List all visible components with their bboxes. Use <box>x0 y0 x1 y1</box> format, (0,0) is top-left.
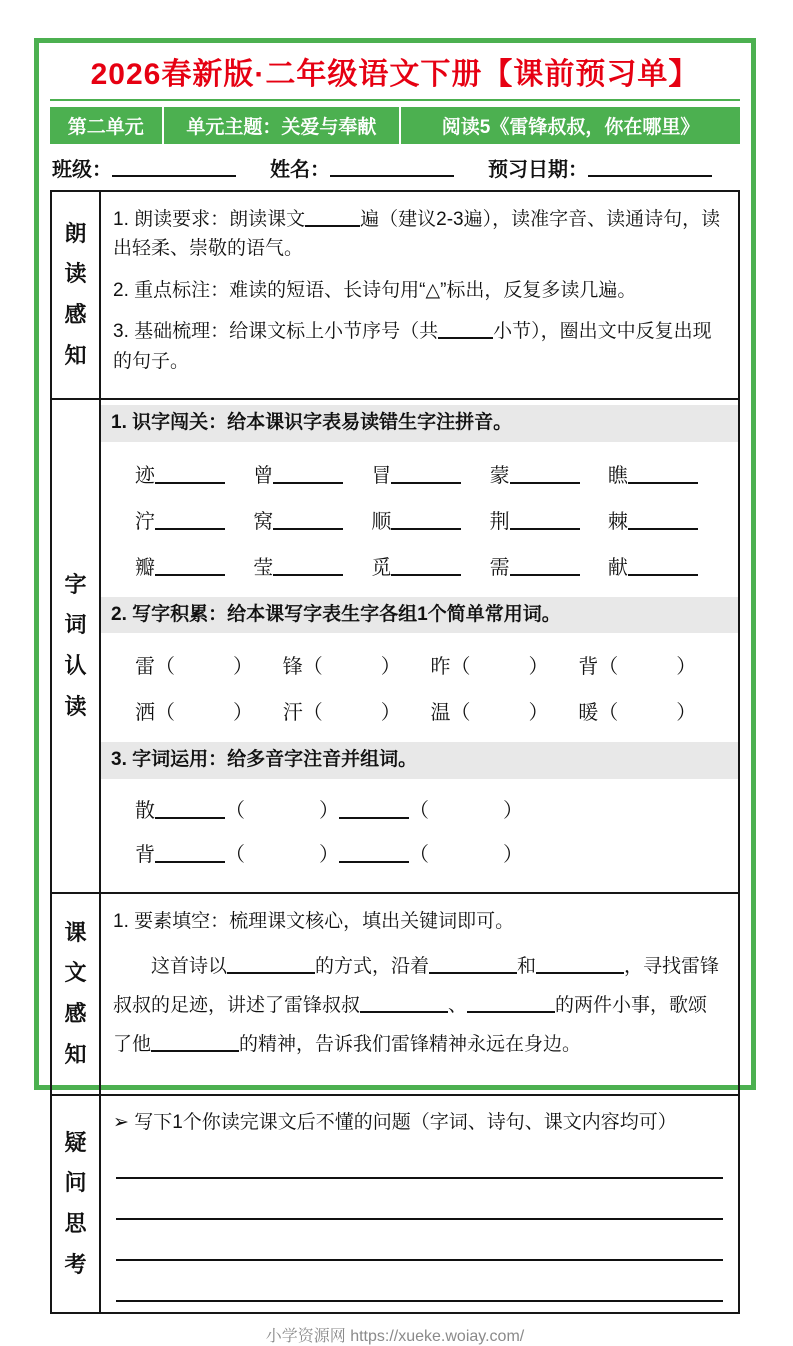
footer-watermark: 小学资源网 https://xueke.woiay.com/ <box>265 1327 525 1345</box>
character: 锋 <box>282 656 303 679</box>
character: 汗 <box>282 702 303 725</box>
fill-blank <box>429 955 517 974</box>
character: 需 <box>489 556 510 579</box>
section-text <box>52 892 738 1094</box>
paren-open: （ <box>225 843 245 866</box>
pinyin-row <box>113 551 726 580</box>
answer-line <box>116 1220 723 1261</box>
pinyin-cell <box>371 505 489 534</box>
section-words-header <box>52 400 101 892</box>
fill-blank <box>628 465 698 484</box>
pinyin-cell <box>608 551 726 580</box>
text-segment: 和 <box>517 956 537 978</box>
unit-label: 第二单元 <box>67 117 144 138</box>
question-prompt: ➢ 写下1个你读完课文后不懂的问题（字词、诗句、课文内容均可） <box>113 1112 677 1134</box>
fill-blank <box>273 557 343 576</box>
character: 雷 <box>135 656 155 679</box>
character: 泞 <box>135 510 155 533</box>
pinyin-cell <box>253 505 371 534</box>
paren-open: （ <box>409 843 429 866</box>
text-segment: 1. 朗读要求：朗读课文 <box>113 209 306 230</box>
fill-blank <box>536 955 624 974</box>
fill-blank <box>155 465 225 484</box>
character: 瞧 <box>607 464 628 487</box>
words-task-2-heading: 2. 写字积累：给本课写字表生字各组1个简单常用词。 <box>101 597 738 634</box>
answer-line <box>116 1179 723 1220</box>
title-divider <box>50 99 740 101</box>
class-fill-blank <box>112 158 236 177</box>
fill-blank <box>391 557 461 576</box>
date-label: 预习日期： <box>488 159 588 181</box>
character: 暖 <box>578 702 599 725</box>
paren-close: ） <box>676 702 697 725</box>
character: 散 <box>135 799 155 822</box>
word-build-cell <box>431 696 579 725</box>
pinyin-cell <box>490 505 608 534</box>
character: 荆 <box>489 510 510 533</box>
class-label: 班级： <box>52 159 112 181</box>
character: 瓣 <box>135 556 155 579</box>
lesson-title-label: 阅读5《雷锋叔叔，你在哪里》 <box>441 117 700 138</box>
paren-close: ） <box>676 656 697 679</box>
fill-blank <box>227 955 315 974</box>
pinyin-cell <box>371 459 489 488</box>
pinyin-cell <box>253 551 371 580</box>
pinyin-row <box>113 459 726 488</box>
fill-blank <box>155 557 225 576</box>
pinyin-cell <box>135 505 253 534</box>
character: 顺 <box>371 510 392 533</box>
fill-blank <box>510 465 580 484</box>
fill-blank <box>628 557 698 576</box>
character: 曾 <box>253 464 274 487</box>
pinyin-cell <box>608 459 726 488</box>
word-build-cell <box>578 696 726 725</box>
pinyin-cell <box>490 551 608 580</box>
paren-open: （ <box>155 702 175 725</box>
paren-open: （ <box>225 799 245 822</box>
reading-item-1 <box>113 205 726 264</box>
section-reading <box>52 192 738 398</box>
reading-item-3 <box>113 317 726 376</box>
name-fill-blank <box>330 158 454 177</box>
section-label: 课文感知 <box>64 919 87 1067</box>
fill-blank <box>339 800 409 819</box>
fill-blank <box>151 1033 239 1052</box>
paren-open: （ <box>450 702 471 725</box>
fill-blank <box>155 511 225 530</box>
answer-line <box>116 1261 723 1302</box>
section-label: 字词认读 <box>64 571 87 719</box>
section-words <box>52 398 738 892</box>
fill-blank <box>273 511 343 530</box>
paren-close: ） <box>528 656 549 679</box>
fill-blank <box>305 208 360 227</box>
character: 蒙 <box>489 464 510 487</box>
text-task-heading: 1. 要素填空：梳理课文核心，填出关键词即可。 <box>113 910 515 932</box>
fill-blank <box>391 465 461 484</box>
fill-blank <box>339 844 409 863</box>
word-build-cell <box>135 696 283 725</box>
polyphone-row <box>113 838 726 867</box>
section-reading-header <box>52 192 101 398</box>
answer-line <box>116 1138 723 1179</box>
text-segment: 遍（建议2-3遍），读准字音、读通诗句，读出轻柔、崇敬的语气。 <box>113 209 721 260</box>
character: 冒 <box>371 464 392 487</box>
student-info-row <box>52 153 738 182</box>
paren-open: （ <box>450 656 471 679</box>
character: 背 <box>578 656 599 679</box>
text-segment: 的两件小事，歌颂了他 <box>113 995 708 1056</box>
paren-close: ） <box>503 843 523 866</box>
word-build-cell <box>431 650 579 679</box>
date-fill-blank <box>588 158 712 177</box>
text-segment: 小节），圈出文中反复出现的句子。 <box>113 321 712 372</box>
character: 迹 <box>135 464 155 487</box>
character: 献 <box>607 556 628 579</box>
text-segment: 的精神，告诉我们雷锋精神永远在身边。 <box>239 1034 582 1056</box>
paren-close: ） <box>528 702 549 725</box>
character: 洒 <box>135 702 155 725</box>
text-segment: 、 <box>448 995 468 1017</box>
character: 觅 <box>371 556 392 579</box>
section-question <box>52 1094 738 1312</box>
section-label: 朗读感知 <box>64 220 87 368</box>
word-build-row <box>113 650 726 679</box>
fill-blank <box>467 994 555 1013</box>
fill-blank <box>628 511 698 530</box>
paren-open: （ <box>302 702 323 725</box>
fill-blank <box>273 465 343 484</box>
paren-open: （ <box>598 702 619 725</box>
paren-close: ） <box>233 702 253 725</box>
fill-blank <box>360 994 448 1013</box>
name-label: 姓名： <box>270 159 330 181</box>
pinyin-cell <box>135 551 253 580</box>
text-segment: ，寻找雷锋叔叔的足迹，讲述了雷锋叔叔 <box>113 956 720 1017</box>
section-text-content <box>101 894 738 1094</box>
paren-close: ） <box>380 656 401 679</box>
section-question-content <box>101 1096 738 1312</box>
paren-open: （ <box>155 656 175 679</box>
paren-open: （ <box>302 656 323 679</box>
word-build-cell <box>135 650 283 679</box>
pinyin-cell <box>490 459 608 488</box>
character: 温 <box>430 702 451 725</box>
reading-item-2: 2. 重点标注：难读的短语、长诗句用“△”标出，反复多读几遍。 <box>113 279 637 301</box>
word-build-cell <box>283 650 431 679</box>
unit-banner <box>50 107 740 144</box>
words-task-1-heading: 1. 识字闯关：给本课识字表易读错生字注拼音。 <box>101 405 738 442</box>
pinyin-cell <box>135 459 253 488</box>
text-segment: 3. 基础梳理：给课文标上小节序号（共 <box>113 321 439 343</box>
word-build-cell <box>283 696 431 725</box>
paren-open: （ <box>598 656 619 679</box>
page-title: 2026春新版·二年级语文下册【课前预习单】 <box>90 58 700 91</box>
words-task-3-heading: 3. 字词运用：给多音字注音并组词。 <box>101 742 738 779</box>
pinyin-cell <box>253 459 371 488</box>
paren-close: ） <box>503 799 523 822</box>
fill-blank <box>510 511 580 530</box>
character: 莹 <box>253 556 274 579</box>
section-question-header <box>52 1096 101 1312</box>
pinyin-cell <box>608 505 726 534</box>
worksheet <box>34 38 756 1345</box>
character: 棘 <box>607 510 628 533</box>
character: 背 <box>135 843 155 866</box>
pinyin-cell <box>371 551 489 580</box>
section-text-header <box>52 894 101 1094</box>
fill-blank <box>155 800 225 819</box>
word-build-row <box>113 696 726 725</box>
summary-fill-paragraph <box>113 948 726 1065</box>
word-build-cell <box>578 650 726 679</box>
preview-table <box>50 190 740 1314</box>
fill-blank <box>510 557 580 576</box>
fill-blank <box>391 511 461 530</box>
polyphone-row <box>113 794 726 823</box>
paren-close: ） <box>319 843 339 866</box>
pinyin-row <box>113 505 726 534</box>
fill-blank <box>438 320 493 339</box>
section-words-content <box>101 400 738 892</box>
paren-close: ） <box>233 656 253 679</box>
character: 窝 <box>253 510 274 533</box>
paren-close: ） <box>380 702 401 725</box>
paren-close: ） <box>319 799 339 822</box>
text-segment: 的方式，沿着 <box>315 956 430 978</box>
fill-blank <box>155 844 225 863</box>
section-label: 疑问思考 <box>64 1129 87 1277</box>
text-segment: 这首诗以 <box>151 956 228 978</box>
paren-open: （ <box>409 799 429 822</box>
unit-theme-label: 单元主题：关爱与奉献 <box>162 107 402 144</box>
character: 昨 <box>430 656 451 679</box>
section-reading-content <box>101 192 738 398</box>
